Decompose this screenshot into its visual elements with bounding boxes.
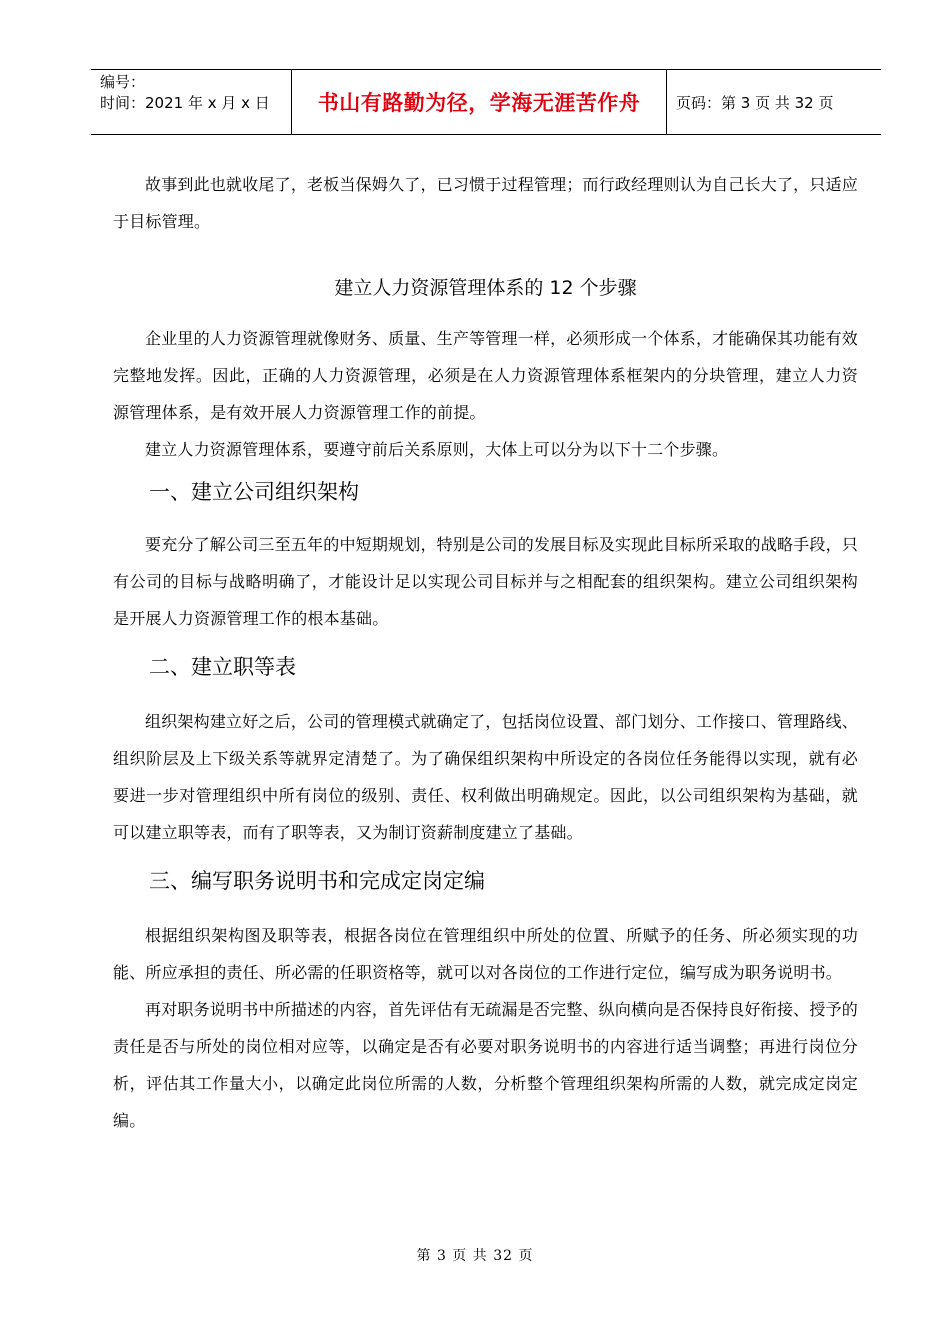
article-title: 建立人力资源管理体系的 12 个步骤 [334, 277, 637, 299]
document-date-label: 时间：2021 年 x 月 x 日 [100, 94, 270, 112]
section-3-paragraph: 再对职务说明书中所描述的内容，首先评估有无疏漏是否完整、纵向横向是否保持良好衔接、授予的责任是否与所处的岗位相对应等，以确定是否有必要对职务说明书的内容进行适当调整；再进行岗位分析，评估其工作量大小，以确定此岗位所需的人数，分析整个管理组织架构所需的人数，就完成定岗定编。 [113, 1000, 858, 1130]
document-number-label: 编号： [100, 73, 146, 91]
body-paragraph: 企业里的人力资源管理就像财务、质量、生产等管理一样，必须形成一个体系，才能确保其功能有效完整地发挥。因此，正确的人力资源管理，必须是在人力资源管理体系框架内的分块管理，建立人力资源管理体系，是有效开展人力资源管理工作的前提。 [113, 329, 858, 422]
page-header [91, 69, 881, 135]
section-heading-3: 三、编写职务说明书和完成定岗定编 [149, 869, 485, 893]
section-3-paragraph: 根据组织架构图及职等表，根据各岗位在管理组织中所处的位置、所赋予的任务、所必须实现的功能、所应承担的责任、所必需的任职资格等，就可以对各岗位的工作进行定位，编写成为职务说明书。 [113, 926, 858, 982]
header-page-number: 页码：第 3 页 共 32 页 [676, 93, 834, 112]
header-left-cell [91, 70, 292, 134]
header-motto: 书山有路勤为径，学海无涯苦作舟 [292, 70, 667, 134]
page-footer: 第 3 页 共 32 页 [416, 1248, 534, 1264]
document-body [113, 166, 858, 1139]
section-heading-1: 一、建立公司组织架构 [149, 480, 359, 504]
section-2-paragraph: 组织架构建立好之后，公司的管理模式就确定了，包括岗位设置、部门划分、工作接口、管理路线、组织阶层及上下级关系等就界定清楚了。为了确保组织架构中所设定的各岗位任务能得以实现，就有必要进一步对管理组织中所有岗位的级别、责任、权利做出明确规定。因此，以公司组织架构为基础，就可以建立职等表，而有了职等表，又为制订资薪制度建立了基础。 [113, 712, 858, 842]
body-paragraph: 建立人力资源管理体系，要遵守前后关系原则，大体上可以分为以下十二个步骤。 [145, 440, 729, 459]
section-heading-2: 二、建立职等表 [149, 655, 296, 679]
intro-paragraph: 故事到此也就收尾了，老板当保姆久了，已习惯于过程管理；而行政经理则认为自己长大了，只适应于目标管理。 [113, 175, 858, 231]
section-1-paragraph: 要充分了解公司三至五年的中短期规划，特别是公司的发展目标及实现此目标所采取的战略手段，只有公司的目标与战略明确了，才能设计足以实现公司目标并与之相配套的组织架构。建立公司组织架构是开展人力资源管理工作的根本基础。 [113, 535, 858, 628]
